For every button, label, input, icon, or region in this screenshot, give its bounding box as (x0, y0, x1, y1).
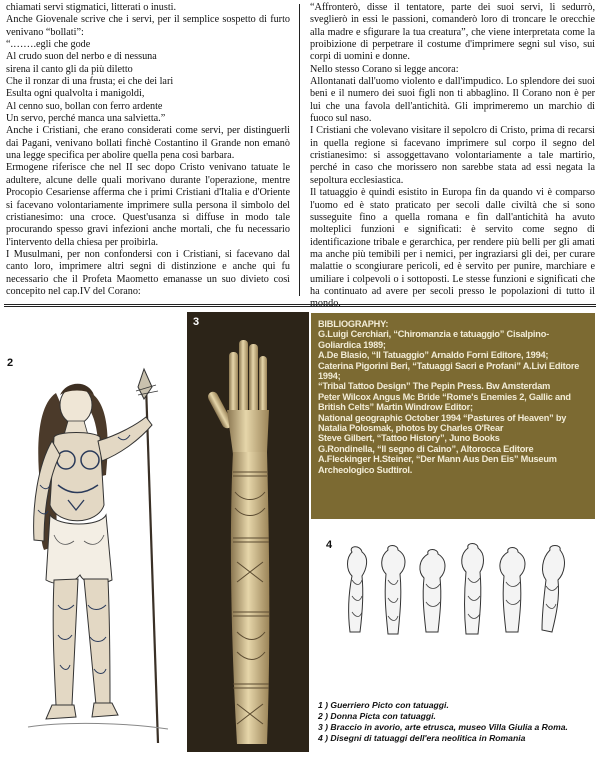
paragraph: I Musulmani, per non confondersi con i Cristiani, si facevano dal canto loro, imprimere altri segni di distinzione e anche qui fu necessario che il Profeta Maometto emanasse un suo divieto così concepito nel cap.IV del Corano: (6, 248, 290, 297)
caption: 4 ) Disegni di tatuaggi dell'era neolitica in Romania (318, 733, 526, 743)
column-divider (299, 4, 300, 296)
paragraph: Ermogene riferisce che nel II sec dopo Cristo venivano tatuate le adultere, alcune delle quali morivano durante l'operazione, mentre Procopio Cesariense afferma che i primi Cristiani d'Italia e d'Oriente si facevano volontariamente imprimere sulla persona il simbolo del cristianesimo: una croce. Quest'usanza si diffuse in modo tale procurando spesso gravi infezioni anche mortali, che fu necessario l'intervento della chiesa per proibirla. (6, 162, 290, 248)
verse-line: Al crudo suon del nerbo e di nessuna (6, 51, 157, 63)
ivory-arm-photo (187, 312, 309, 752)
pict-woman-illustration (18, 365, 178, 750)
paragraph: I Cristiani che volevano visitare il sepolcro di Cristo, prima di recarsi in quella regione si facevano imprimere sul corpo il segno del cristianesimo: si assoggettavano volontariamente a tale martirio, perché in caso che morissero non sarebbe stata ad essi negata la sepoltura ecclesiastica. (310, 125, 595, 186)
verse-line: sirena il canto gli da più diletto (6, 63, 133, 75)
figure-number: 2 (7, 357, 14, 369)
paragraph: chiamati servi stigmatici, litterati o inusti. (6, 2, 177, 13)
caption: 1 ) Guerriero Picto con tatuaggi. (318, 700, 449, 710)
figure-captions (318, 700, 598, 744)
bibliography-entry: A.De Blasio, “Il Tatuaggio” Arnaldo Forni Editore, 1994; (318, 350, 549, 361)
verse-line: Che il ronzar di una frusta; ei che dei lari (6, 76, 174, 88)
verse-line: Al cenno suo, bollan con ferro ardente (6, 100, 163, 112)
bibliography-box (311, 313, 595, 519)
bibliography-title: BIBLIOGRAPHY: (318, 319, 389, 329)
bibliography-entry: National geographic October 1994 “Pastures of Heaven” by Natalia Polosmak, photos by Charles O'Rear (318, 412, 567, 434)
section-divider (4, 304, 596, 307)
paragraph: Anche i Cristiani, che erano considerati come servi, per distinguerli dai Pagani, venivano bollati finchè Costantino il Grande non emanò una legge specifica per abolire quella pena così barbara. (6, 125, 290, 162)
bibliography-entry: A.Fleckinger H.Steiner, “Der Mann Aus Den Eis” Museum Archeologico Sudtirol. (318, 454, 557, 475)
bibliography-entry: “Tribal Tattoo Design” The Pepin Press. Bw Amsterdam (318, 381, 551, 392)
verse-line: Un servo, perché manca una salvietta.” (6, 113, 166, 125)
caption: 2 ) Donna Picta con tatuaggi. (318, 711, 436, 721)
paragraph: Nello stesso Corano si legge ancora: (310, 63, 459, 75)
bibliography-entry: Steve Gilbert, “Tattoo History”, Juno Books (318, 433, 500, 444)
bibliography-entry: Caterina Pigorini Beri, “Tatuaggi Sacri e Profani” A.Livi Editore 1994; (318, 360, 580, 382)
verse-line: “.…….egli che gode (6, 39, 91, 51)
paragraph: Il tatuaggio è quindi esistito in Europa fin da quando vi è comparso l'uomo ed è stato praticato per secoli dalle civiltà che si sono susseguite fino a quella romana e fin dall'antichità ha avuto molteplici funzioni e significati: è servito come segno di identificazione tribale e gerarchica, per rendere più belli per gli amati ma anche più temibili per i nemici, per ingraziarsi gli dei, per curare malattie o scongiurare pericoli, ed è servito per punire, marchiare e umiliare i colpevoli o i sottoposti. Le stesse funzioni e significati che ha continuato ad avere per secoli presso le popolazioni di tutto il mondo. (310, 187, 595, 310)
verse-line: Esulta ogni qualvolta i manigoldi, (6, 88, 145, 100)
neolithic-idols-drawing (340, 540, 600, 640)
figure-number: 3 (193, 316, 200, 328)
paragraph: Anche Giovenale scrive che i servi, per il semplice sospetto di furto venivano “bollati”: (6, 14, 290, 38)
bibliography-entry: G.Luigi Cerchiari, “Chiromanzia e tatuaggio” Cisalpino-Goliardica 1989; (318, 329, 549, 350)
left-text-column (6, 2, 290, 298)
paragraph: “Affronterò, disse il tentatore, parte dei suoi servi, li sedurrò, sveglierò in essi le passioni, comanderò loro di troncare le orecchie alla madre e sfigurare la tua creatura”, che viene interpretata come la proibizione di perpetrare il costume d'imprimere segni sul viso, sui corpi di uomini e donne. (310, 2, 595, 63)
bibliography-entry: Peter Wilcox Angus Mc Bride “Rome's Enemies 2, Gallic and British Celts” Martin Windrow Editor; (318, 391, 571, 413)
right-text-column (310, 2, 595, 311)
caption: 3 ) Braccio in avorio, arte etrusca, museo Villa Giulia a Roma. (318, 722, 568, 732)
figure-number: 4 (326, 539, 333, 551)
bibliography-entry: G.Rondinella, “Il segno di Caino”, Altorocca Editore (318, 443, 534, 454)
paragraph: Allontanati dall'uomo violento e dall'impudico. Lo splendore dei suoi beni e il numero dei suoi figli non ti abbaglino. Il Corano non è per lui che una favola dell'antichità. Gli imprimeremo un marchio di fuoco sul naso. (310, 76, 595, 125)
